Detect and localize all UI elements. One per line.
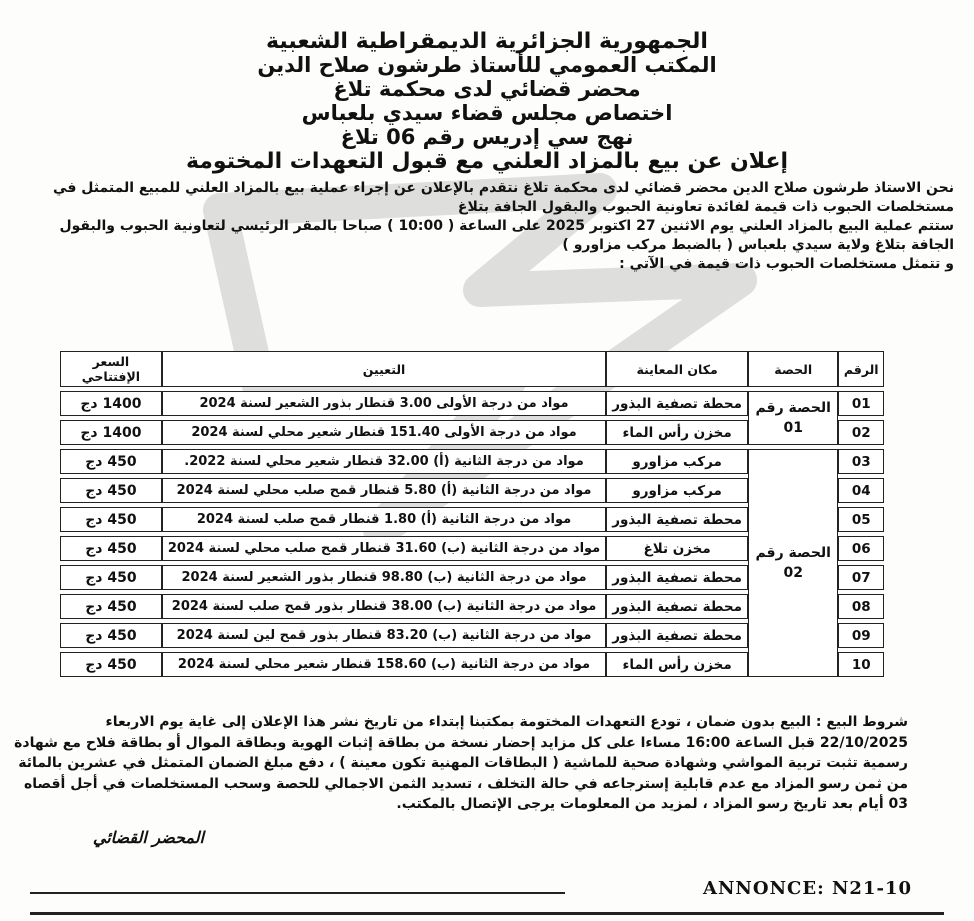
row-num: 03 [838, 449, 884, 474]
terms-line-1: شروط البيع : البيع بدون ضمان ، تودع التعهدات المختومة بمكتبنا إبتداء من تاريخ نشر هذا الإعلان إلى غاية يوم الاربعاء [105, 714, 908, 730]
row-num: 07 [838, 565, 884, 590]
row-place: مركب مزاورو [606, 449, 748, 474]
intro-text [40, 179, 954, 274]
row-num: 06 [838, 536, 884, 561]
table-header-row [60, 351, 884, 387]
row-price: 450 دج [60, 652, 162, 677]
annonce-divider [30, 892, 565, 894]
signature: المحضر القضائي [92, 828, 204, 847]
row-desc: مواد من درجة الثانية (أ) 1.80 قنطار قمح صلب لسنة 2024 [162, 507, 606, 532]
terms-line-5: 03 أيام بعد تاريخ رسو المزاد ، لمزيد من المعلومات يرجى الإتصال بالمكتب. [396, 796, 908, 812]
lot-number: 01 [783, 420, 803, 436]
row-price: 1400 دج [60, 391, 162, 416]
row-desc: مواد من درجة الثانية (أ) 32.00 قنطار شعير محلي لسنة 2022. [162, 449, 606, 474]
row-place: مخزن رأس الماء [606, 420, 748, 445]
row-place: محطة تصفية البذور [606, 594, 748, 619]
header-announcement-title: إعلان عن بيع بالمزاد العلني مع قبول التعهدات المختومة [185, 149, 789, 174]
header-price: السعر الإفتتاحي [60, 351, 162, 387]
row-num: 01 [838, 391, 884, 416]
intro-paragraph-1: نحن الاستاذ طرشون صلاح الدين محضر قضائي لدى محكمة تلاغ نتقدم بالإعلان عن إجراء عملية بيع بالمزاد العلني للمبيع المتمثل في مستخلصات الحبوب ذات قيمة لفائدة تعاونية الحبوب والبقول الجافة بتلاغ [53, 180, 954, 215]
row-num: 08 [838, 594, 884, 619]
terms-line-2: 22/10/2025 قبل الساعة 16:00 مساءا على كل مزايد إحضار نسخة من بطاقة إثبات الهوية وبطاقة الموال أو بطاقة فلاح مع شهادة [14, 734, 908, 751]
row-price: 450 دج [60, 507, 162, 532]
row-desc: مواد من درجة الثانية (ب) 38.00 قنطار بذور قمح صلب لسنة 2024 [162, 594, 606, 619]
lots-table [60, 347, 884, 681]
row-place: مخزن تلاغ [606, 536, 748, 561]
row-price: 450 دج [60, 478, 162, 503]
row-place: محطة تصفية البذور [606, 623, 748, 648]
sale-terms [14, 712, 908, 815]
row-place: مركب مزاورو [606, 478, 748, 503]
row-num: 09 [838, 623, 884, 648]
row-num: 05 [838, 507, 884, 532]
row-desc: مواد من درجة الثانية (ب) 83.20 قنطار بذور قمح لين لسنة 2024 [162, 623, 606, 648]
row-num: 04 [838, 478, 884, 503]
row-num: 10 [838, 652, 884, 677]
header-desc: التعيين [162, 351, 606, 387]
intro-paragraph-3: و تتمثل مستخلصات الحبوب ذات قيمة في الآتي : [619, 256, 954, 272]
row-desc: مواد من درجة الأولى 3.00 قنطار بذور الشعير لسنة 2024 [162, 391, 606, 416]
terms-line-4: من ثمن رسو المزاد مع عدم قابلية إسترجاعه في حالة التخلف ، تسديد الثمن الاجمالي للحصة وسحب المستخلصات في أجل أقصاه [24, 775, 908, 792]
lot-number: 02 [783, 565, 803, 581]
header-num: الرقم [838, 351, 884, 387]
row-desc: مواد من درجة الثانية (ب) 158.60 قنطار شعير محلي لسنة 2024 [162, 652, 606, 677]
terms-line-3: رسمية تثبت تربية المواشي وشهادة صحية للماشية ( البطاقات المهنية تكون معينة ) ، دفع مبلغ الضمان المتمثل في عشرين بالمائة [18, 755, 908, 771]
bottom-rule [30, 912, 944, 915]
annonce-number: ANNONCE: N21-10 [703, 878, 912, 899]
row-price: 450 دج [60, 536, 162, 561]
row-place: محطة تصفية البذور [606, 391, 748, 416]
row-desc: مواد من درجة الثانية (ب) 31.60 قنطار قمح صلب محلي لسنة 2024 [162, 536, 606, 561]
intro-paragraph-2: ستتم عملية البيع بالمزاد العلني يوم الاثنين 27 اكتوبر 2025 على الساعة ( 10:00 ) صباحا بالمقر الرئيسي لتعاونية الحبوب والبقول الجافة بتلاغ ولاية سيدي بلعباس ( بالضبط مركب مزاورو ) [59, 218, 954, 253]
header-bailiff: محضر قضائي لدى محكمة تلاغ [333, 77, 641, 101]
lot-cell-2 [748, 449, 838, 677]
header-place: مكان المعاينة [606, 351, 748, 387]
table-row [60, 449, 884, 474]
row-desc: مواد من درجة الأولى 151.40 قنطار شعير محلي لسنة 2024 [162, 420, 606, 445]
row-place: محطة تصفية البذور [606, 565, 748, 590]
header [0, 30, 974, 173]
lot-label: الحصة رقم [755, 545, 831, 561]
header-address: نهج سي إدريس رقم 06 تلاغ [340, 125, 634, 149]
row-price: 450 دج [60, 565, 162, 590]
row-price: 1400 دج [60, 420, 162, 445]
row-price: 450 دج [60, 594, 162, 619]
header-office: المكتب العمومي للأستاذ طرشون صلاح الدين [257, 53, 717, 77]
lot-label: الحصة رقم [755, 400, 831, 416]
row-place: مخزن رأس الماء [606, 652, 748, 677]
row-price: 450 دج [60, 449, 162, 474]
row-desc: مواد من درجة الثانية (أ) 5.80 قنطار قمح صلب محلي لسنة 2024 [162, 478, 606, 503]
row-price: 450 دج [60, 623, 162, 648]
lot-cell-1 [748, 391, 838, 445]
row-place: محطة تصفية البذور [606, 507, 748, 532]
row-num: 02 [838, 420, 884, 445]
header-republic: الجمهورية الجزائرية الديمقراطية الشعبية [266, 29, 708, 54]
table-row [60, 391, 884, 416]
header-lot: الحصة [748, 351, 838, 387]
header-jurisdiction: اختصاص مجلس قضاء سيدي بلعباس [301, 101, 673, 125]
row-desc: مواد من درجة الثانية (ب) 98.80 قنطار بذور الشعير لسنة 2024 [162, 565, 606, 590]
